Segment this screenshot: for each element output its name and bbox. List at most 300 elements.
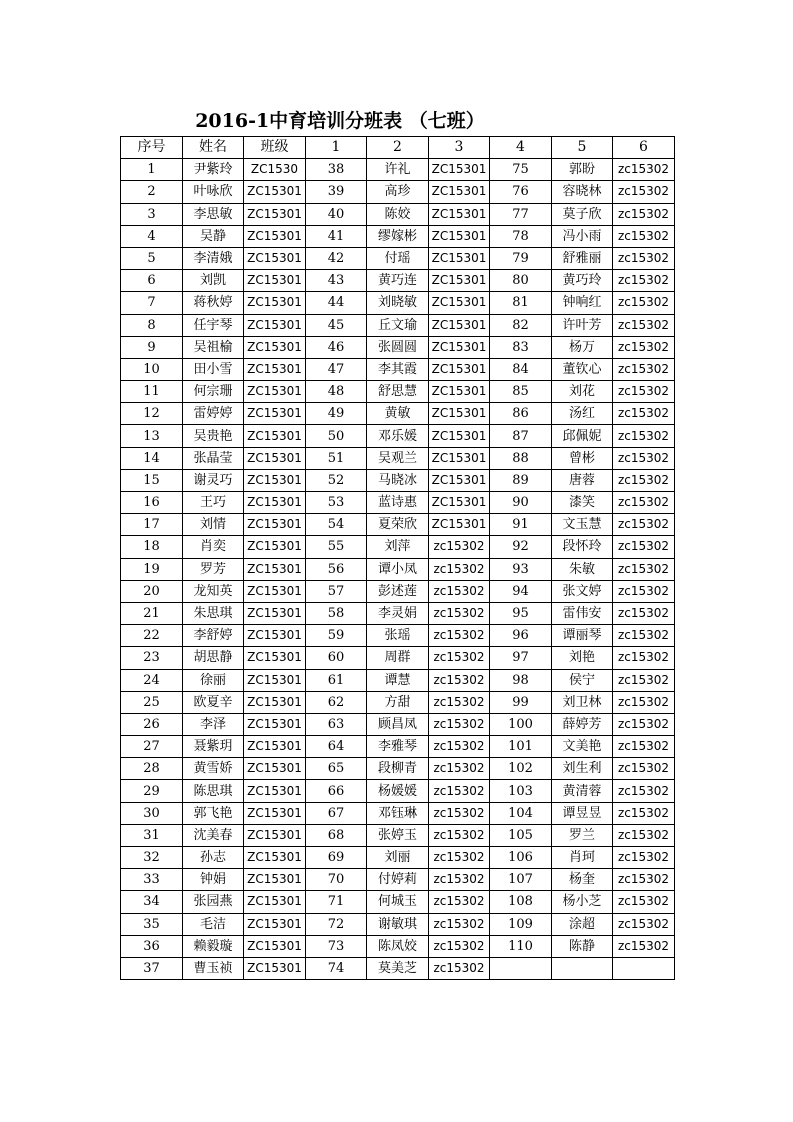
name-cell: 陈凤姣 xyxy=(367,935,429,957)
name-cell: 肖奕 xyxy=(183,536,244,558)
class-cell: zc15302 xyxy=(429,913,490,935)
class-cell: zc15302 xyxy=(613,913,675,935)
class-cell: zc15302 xyxy=(613,270,675,292)
class-cell: zc15302 xyxy=(613,425,675,447)
name-cell: 方甜 xyxy=(367,691,429,713)
seq-cell: 72 xyxy=(306,913,367,935)
seq-cell: 30 xyxy=(121,802,183,824)
table-row xyxy=(121,625,675,647)
seq-cell: 67 xyxy=(306,802,367,824)
table-row xyxy=(121,580,675,602)
class-cell: ZC15301 xyxy=(244,558,306,580)
name-cell: 蒋秋婷 xyxy=(183,292,244,314)
name-cell: 谭慧 xyxy=(367,669,429,691)
name-cell: 张婷玉 xyxy=(367,824,429,846)
name-cell: 黄巧连 xyxy=(367,270,429,292)
seq-cell: 25 xyxy=(121,691,183,713)
table-row xyxy=(121,669,675,691)
name-cell: 田小雪 xyxy=(183,358,244,380)
table-row xyxy=(121,824,675,846)
seq-cell: 81 xyxy=(490,292,552,314)
name-cell: 罗兰 xyxy=(552,824,613,846)
name-cell: 冯小雨 xyxy=(552,225,613,247)
seq-cell: 88 xyxy=(490,447,552,469)
class-cell: zc15302 xyxy=(613,736,675,758)
table-row xyxy=(121,891,675,913)
seq-cell: 84 xyxy=(490,358,552,380)
class-cell: zc15302 xyxy=(429,824,490,846)
name-cell: 曹玉祯 xyxy=(183,957,244,979)
name-cell: 孙志 xyxy=(183,847,244,869)
seq-cell: 47 xyxy=(306,358,367,380)
name-cell: 聂紫玥 xyxy=(183,736,244,758)
name-cell: 李灵娟 xyxy=(367,602,429,624)
seq-cell: 5 xyxy=(121,247,183,269)
name-cell: 赖毅璇 xyxy=(183,935,244,957)
class-cell: zc15302 xyxy=(613,403,675,425)
class-cell: ZC15301 xyxy=(429,336,490,358)
table-row xyxy=(121,536,675,558)
seq-cell: 4 xyxy=(121,225,183,247)
column-header: 2 xyxy=(367,137,429,159)
class-cell: zc15302 xyxy=(613,802,675,824)
name-cell: 杨媛媛 xyxy=(367,780,429,802)
name-cell: 李泽 xyxy=(183,713,244,735)
table-row xyxy=(121,647,675,669)
column-header: 1 xyxy=(306,137,367,159)
table-row xyxy=(121,358,675,380)
class-cell: ZC15301 xyxy=(244,225,306,247)
name-cell: 何城玉 xyxy=(367,891,429,913)
class-cell: ZC15301 xyxy=(429,159,490,181)
class-cell: ZC15301 xyxy=(244,802,306,824)
table-row xyxy=(121,558,675,580)
seq-cell: 15 xyxy=(121,469,183,491)
name-cell: 陈思琪 xyxy=(183,780,244,802)
class-cell: zc15302 xyxy=(613,492,675,514)
table-row xyxy=(121,514,675,536)
seq-cell: 82 xyxy=(490,314,552,336)
name-cell: 莫子欣 xyxy=(552,203,613,225)
name-cell: 叶咏欣 xyxy=(183,181,244,203)
seq-cell: 12 xyxy=(121,403,183,425)
class-cell xyxy=(613,957,675,979)
class-cell: zc15302 xyxy=(613,447,675,469)
class-cell: zc15302 xyxy=(613,847,675,869)
table-row xyxy=(121,292,675,314)
name-cell: 胡思静 xyxy=(183,647,244,669)
column-header: 姓名 xyxy=(183,137,244,159)
seq-cell: 33 xyxy=(121,869,183,891)
seq-cell: 96 xyxy=(490,625,552,647)
name-cell: 周群 xyxy=(367,647,429,669)
name-cell: 薛婷芳 xyxy=(552,713,613,735)
name-cell: 莫美芝 xyxy=(367,957,429,979)
seq-cell: 85 xyxy=(490,381,552,403)
seq-cell: 55 xyxy=(306,536,367,558)
class-cell: ZC15301 xyxy=(244,691,306,713)
seq-cell: 101 xyxy=(490,736,552,758)
name-cell: 段柳青 xyxy=(367,758,429,780)
seq-cell: 98 xyxy=(490,669,552,691)
name-cell: 黄雪娇 xyxy=(183,758,244,780)
name-cell: 李思敏 xyxy=(183,203,244,225)
table-row xyxy=(121,425,675,447)
seq-cell: 70 xyxy=(306,869,367,891)
class-cell: ZC15301 xyxy=(244,381,306,403)
name-cell: 欧夏辛 xyxy=(183,691,244,713)
class-cell: zc15302 xyxy=(613,869,675,891)
seq-cell: 52 xyxy=(306,469,367,491)
class-cell: ZC1530 xyxy=(244,159,306,181)
seq-cell: 73 xyxy=(306,935,367,957)
table-row xyxy=(121,203,675,225)
seq-cell: 74 xyxy=(306,957,367,979)
class-cell: zc15302 xyxy=(613,292,675,314)
class-cell: zc15302 xyxy=(429,891,490,913)
class-cell: ZC15301 xyxy=(429,203,490,225)
name-cell: 刘情 xyxy=(183,514,244,536)
class-cell: ZC15301 xyxy=(244,935,306,957)
class-cell: ZC15301 xyxy=(244,957,306,979)
table-row xyxy=(121,159,675,181)
name-cell: 毛洁 xyxy=(183,913,244,935)
name-cell: 谭昱昱 xyxy=(552,802,613,824)
name-cell: 肖珂 xyxy=(552,847,613,869)
class-cell: zc15302 xyxy=(613,358,675,380)
class-cell: ZC15301 xyxy=(244,247,306,269)
seq-cell: 50 xyxy=(306,425,367,447)
seq-cell: 8 xyxy=(121,314,183,336)
seq-cell: 65 xyxy=(306,758,367,780)
name-cell: 何宗珊 xyxy=(183,381,244,403)
seq-cell: 91 xyxy=(490,514,552,536)
class-cell: ZC15301 xyxy=(244,847,306,869)
class-cell: zc15302 xyxy=(613,536,675,558)
seq-cell: 87 xyxy=(490,425,552,447)
seq-cell: 6 xyxy=(121,270,183,292)
name-cell: 郭盼 xyxy=(552,159,613,181)
column-header: 5 xyxy=(552,137,613,159)
seq-cell: 10 xyxy=(121,358,183,380)
seq-cell: 32 xyxy=(121,847,183,869)
seq-cell: 110 xyxy=(490,935,552,957)
class-cell: ZC15301 xyxy=(429,247,490,269)
class-cell: zc15302 xyxy=(613,225,675,247)
class-cell: zc15302 xyxy=(613,713,675,735)
seq-cell: 18 xyxy=(121,536,183,558)
name-cell: 侯宁 xyxy=(552,669,613,691)
seq-cell: 48 xyxy=(306,381,367,403)
name-cell: 蓝诗惠 xyxy=(367,492,429,514)
seq-cell: 68 xyxy=(306,824,367,846)
name-cell: 谭丽琴 xyxy=(552,625,613,647)
class-cell: ZC15301 xyxy=(244,669,306,691)
seq-cell: 71 xyxy=(306,891,367,913)
name-cell: 沈美春 xyxy=(183,824,244,846)
seq-cell: 53 xyxy=(306,492,367,514)
class-cell: ZC15301 xyxy=(244,602,306,624)
name-cell: 刘生利 xyxy=(552,758,613,780)
table-row xyxy=(121,602,675,624)
name-cell: 雷伟安 xyxy=(552,602,613,624)
seq-cell: 45 xyxy=(306,314,367,336)
name-cell: 雷婷婷 xyxy=(183,403,244,425)
seq-cell: 11 xyxy=(121,381,183,403)
name-cell: 马晓冰 xyxy=(367,469,429,491)
class-cell: zc15302 xyxy=(613,247,675,269)
table-row xyxy=(121,691,675,713)
seq-cell: 14 xyxy=(121,447,183,469)
class-cell: zc15302 xyxy=(613,159,675,181)
class-cell: ZC15301 xyxy=(244,913,306,935)
name-cell: 李舒婷 xyxy=(183,625,244,647)
name-cell: 缪嫁彬 xyxy=(367,225,429,247)
seq-cell: 51 xyxy=(306,447,367,469)
class-cell: ZC15301 xyxy=(244,891,306,913)
name-cell: 刘晓敏 xyxy=(367,292,429,314)
name-cell: 汤红 xyxy=(552,403,613,425)
name-cell: 龙知英 xyxy=(183,580,244,602)
table-row xyxy=(121,469,675,491)
name-cell: 董钦心 xyxy=(552,358,613,380)
name-cell: 刘凯 xyxy=(183,270,244,292)
seq-cell: 104 xyxy=(490,802,552,824)
class-cell: zc15302 xyxy=(613,780,675,802)
class-cell: ZC15301 xyxy=(429,181,490,203)
name-cell: 吴静 xyxy=(183,225,244,247)
table-row xyxy=(121,780,675,802)
class-cell: zc15302 xyxy=(429,957,490,979)
class-cell: ZC15301 xyxy=(244,736,306,758)
class-cell: ZC15301 xyxy=(244,469,306,491)
seq-cell: 97 xyxy=(490,647,552,669)
class-cell: ZC15301 xyxy=(244,292,306,314)
seq-cell: 80 xyxy=(490,270,552,292)
seq-cell: 20 xyxy=(121,580,183,602)
seq-cell: 107 xyxy=(490,869,552,891)
seq-cell: 78 xyxy=(490,225,552,247)
class-cell: ZC15301 xyxy=(244,336,306,358)
name-cell: 罗芳 xyxy=(183,558,244,580)
name-cell: 李其霞 xyxy=(367,358,429,380)
table-row xyxy=(121,225,675,247)
seq-cell: 93 xyxy=(490,558,552,580)
name-cell: 舒雅丽 xyxy=(552,247,613,269)
seq-cell: 60 xyxy=(306,647,367,669)
seq-cell: 27 xyxy=(121,736,183,758)
name-cell: 钟娟 xyxy=(183,869,244,891)
name-cell: 漆笑 xyxy=(552,492,613,514)
table-row xyxy=(121,181,675,203)
class-cell: ZC15301 xyxy=(429,381,490,403)
name-cell: 张园燕 xyxy=(183,891,244,913)
page-title: 2016-1中育培训分班表 （七班） xyxy=(195,110,485,132)
name-cell: 刘丽 xyxy=(367,847,429,869)
column-header: 序号 xyxy=(121,137,183,159)
name-cell: 顾昌凤 xyxy=(367,713,429,735)
seq-cell: 92 xyxy=(490,536,552,558)
class-cell: zc15302 xyxy=(613,580,675,602)
seq-cell: 58 xyxy=(306,602,367,624)
class-cell: zc15302 xyxy=(613,558,675,580)
seq-cell: 63 xyxy=(306,713,367,735)
name-cell: 杨奎 xyxy=(552,869,613,891)
seq-cell: 75 xyxy=(490,159,552,181)
name-cell: 容晓林 xyxy=(552,181,613,203)
class-cell: ZC15301 xyxy=(244,758,306,780)
seq-cell: 2 xyxy=(121,181,183,203)
class-cell: ZC15301 xyxy=(244,647,306,669)
column-header: 3 xyxy=(429,137,490,159)
class-cell: zc15302 xyxy=(613,824,675,846)
name-cell: 黄巧玲 xyxy=(552,270,613,292)
class-cell: zc15302 xyxy=(429,580,490,602)
class-cell: zc15302 xyxy=(613,336,675,358)
name-cell: 谭小凤 xyxy=(367,558,429,580)
name-cell: 彭述莲 xyxy=(367,580,429,602)
class-cell: zc15302 xyxy=(429,691,490,713)
table-row xyxy=(121,869,675,891)
class-cell: zc15302 xyxy=(429,847,490,869)
seq-cell: 57 xyxy=(306,580,367,602)
table-row xyxy=(121,314,675,336)
seq-cell: 34 xyxy=(121,891,183,913)
class-cell: ZC15301 xyxy=(429,270,490,292)
seq-cell: 99 xyxy=(490,691,552,713)
column-header: 4 xyxy=(490,137,552,159)
table-row xyxy=(121,957,675,979)
name-cell: 刘艳 xyxy=(552,647,613,669)
seq-cell: 9 xyxy=(121,336,183,358)
class-cell: ZC15301 xyxy=(244,270,306,292)
seq-cell: 89 xyxy=(490,469,552,491)
seq-cell: 35 xyxy=(121,913,183,935)
seq-cell: 46 xyxy=(306,336,367,358)
class-cell: zc15302 xyxy=(429,536,490,558)
seq-cell: 103 xyxy=(490,780,552,802)
class-cell: ZC15301 xyxy=(244,580,306,602)
class-cell: zc15302 xyxy=(613,181,675,203)
seq-cell: 29 xyxy=(121,780,183,802)
seq-cell: 79 xyxy=(490,247,552,269)
seq-cell: 22 xyxy=(121,625,183,647)
class-cell: ZC15301 xyxy=(244,824,306,846)
class-cell: ZC15301 xyxy=(244,536,306,558)
class-cell: ZC15301 xyxy=(244,780,306,802)
class-cell: ZC15301 xyxy=(429,469,490,491)
table-row xyxy=(121,713,675,735)
class-cell: zc15302 xyxy=(613,514,675,536)
seq-cell: 49 xyxy=(306,403,367,425)
seq-cell: 77 xyxy=(490,203,552,225)
name-cell: 刘花 xyxy=(552,381,613,403)
class-cell: zc15302 xyxy=(613,314,675,336)
seq-cell: 59 xyxy=(306,625,367,647)
class-cell: zc15302 xyxy=(429,935,490,957)
class-cell: ZC15301 xyxy=(244,625,306,647)
name-cell: 任宇琴 xyxy=(183,314,244,336)
name-cell: 张晶莹 xyxy=(183,447,244,469)
name-cell: 付瑶 xyxy=(367,247,429,269)
name-cell: 付婷莉 xyxy=(367,869,429,891)
class-cell: zc15302 xyxy=(613,669,675,691)
name-cell: 邓乐媛 xyxy=(367,425,429,447)
name-cell: 丘文瑜 xyxy=(367,314,429,336)
name-cell: 黄敏 xyxy=(367,403,429,425)
table-row xyxy=(121,935,675,957)
table-row xyxy=(121,247,675,269)
class-cell: zc15302 xyxy=(613,691,675,713)
seq-cell: 105 xyxy=(490,824,552,846)
name-cell: 段怀玲 xyxy=(552,536,613,558)
class-cell: zc15302 xyxy=(429,780,490,802)
class-cell: zc15302 xyxy=(429,558,490,580)
name-cell: 徐丽 xyxy=(183,669,244,691)
name-cell: 许叶芳 xyxy=(552,314,613,336)
name-cell: 文玉慧 xyxy=(552,514,613,536)
seq-cell: 39 xyxy=(306,181,367,203)
seq-cell: 13 xyxy=(121,425,183,447)
seq-cell: 106 xyxy=(490,847,552,869)
seq-cell: 94 xyxy=(490,580,552,602)
seq-cell: 44 xyxy=(306,292,367,314)
seq-cell: 40 xyxy=(306,203,367,225)
seq-cell: 66 xyxy=(306,780,367,802)
table-row xyxy=(121,802,675,824)
class-cell: ZC15301 xyxy=(429,514,490,536)
name-cell: 吴祖榆 xyxy=(183,336,244,358)
name-cell: 谢敏琪 xyxy=(367,913,429,935)
class-cell: ZC15301 xyxy=(244,403,306,425)
name-cell: 曾彬 xyxy=(552,447,613,469)
name-cell: 王巧 xyxy=(183,492,244,514)
class-cell: ZC15301 xyxy=(429,225,490,247)
name-cell: 杨小芝 xyxy=(552,891,613,913)
name-cell: 郭飞艳 xyxy=(183,802,244,824)
class-cell: ZC15301 xyxy=(429,447,490,469)
class-cell: ZC15301 xyxy=(244,425,306,447)
seq-cell: 95 xyxy=(490,602,552,624)
seq-cell: 108 xyxy=(490,891,552,913)
column-header: 6 xyxy=(613,137,675,159)
class-cell: zc15302 xyxy=(429,625,490,647)
name-cell: 刘卫林 xyxy=(552,691,613,713)
class-cell: zc15302 xyxy=(429,669,490,691)
seq-cell xyxy=(490,957,552,979)
table-row xyxy=(121,847,675,869)
seq-cell: 90 xyxy=(490,492,552,514)
seq-cell: 43 xyxy=(306,270,367,292)
class-cell: ZC15301 xyxy=(429,358,490,380)
name-cell: 吴观兰 xyxy=(367,447,429,469)
seq-cell: 16 xyxy=(121,492,183,514)
seq-cell: 83 xyxy=(490,336,552,358)
class-cell: ZC15301 xyxy=(244,713,306,735)
name-cell: 刘萍 xyxy=(367,536,429,558)
class-cell: ZC15301 xyxy=(429,492,490,514)
name-cell: 高珍 xyxy=(367,181,429,203)
class-cell: ZC15301 xyxy=(244,447,306,469)
name-cell: 黄清蓉 xyxy=(552,780,613,802)
table-row xyxy=(121,270,675,292)
table-row xyxy=(121,492,675,514)
seq-cell: 109 xyxy=(490,913,552,935)
class-cell: ZC15301 xyxy=(244,203,306,225)
class-cell: zc15302 xyxy=(613,203,675,225)
class-cell: ZC15301 xyxy=(429,314,490,336)
class-cell: ZC15301 xyxy=(244,358,306,380)
